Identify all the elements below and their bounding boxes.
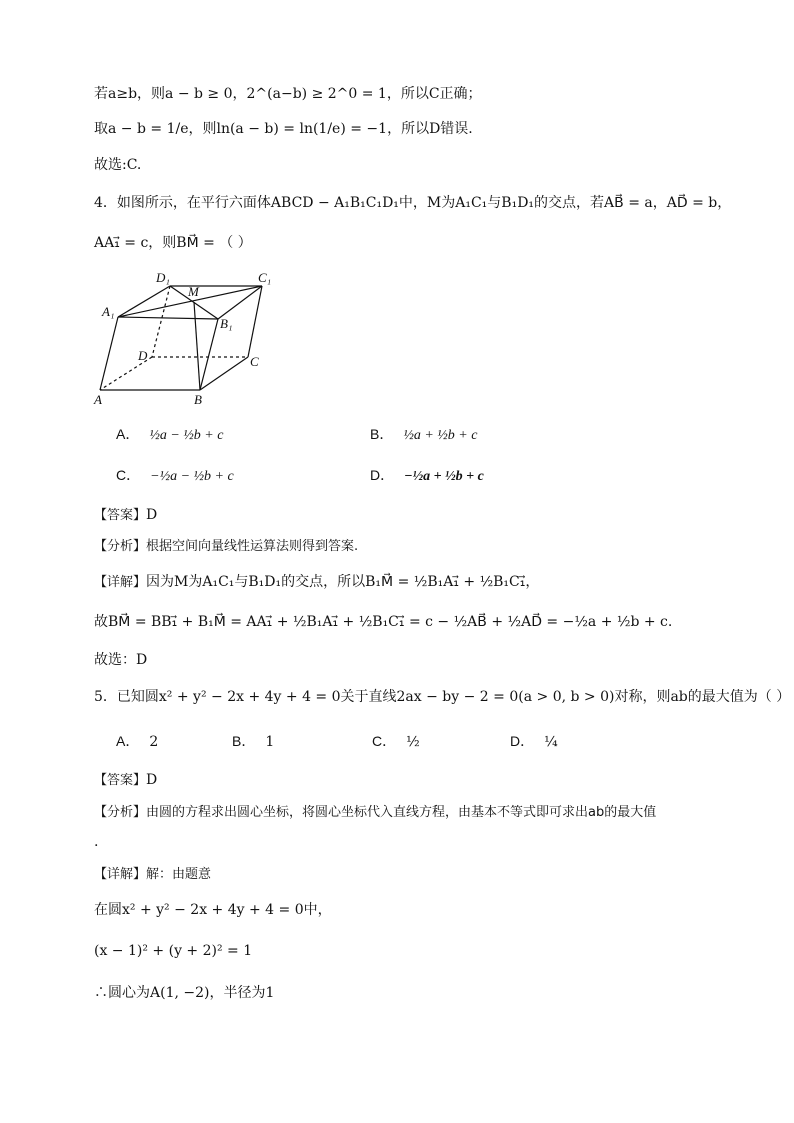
analysis-tag: 【分析】 xyxy=(94,805,147,820)
option-expr: −½a − ½b + c xyxy=(150,469,234,484)
q4-stem-line2: AA₁⃗ = c，则BM⃗ = （ ） xyxy=(94,235,252,251)
q4-answer xyxy=(94,505,157,526)
detail-tag: 【详解】 xyxy=(94,867,147,882)
edge-dd1-hidden xyxy=(152,286,170,357)
label-d1: D₁ xyxy=(156,270,170,285)
prev-choose: 故选:C. xyxy=(94,157,142,173)
segment-bm xyxy=(194,302,200,390)
q4-analysis xyxy=(94,536,358,557)
q5-answer xyxy=(94,770,157,791)
q5-option-c[interactable] xyxy=(372,731,420,752)
label-a: A xyxy=(94,392,102,407)
analysis-tag: 【分析】 xyxy=(94,539,147,554)
label-b: B xyxy=(194,392,202,407)
q4-option-c[interactable] xyxy=(116,465,234,487)
q4-option-b[interactable] xyxy=(370,424,477,446)
option-label: C． xyxy=(116,467,141,483)
option-expr: ¼ xyxy=(544,734,558,750)
option-expr: ½ xyxy=(406,734,420,750)
q5-analysis-end: . xyxy=(94,834,99,850)
option-label: D． xyxy=(370,467,395,483)
edge-a1b1 xyxy=(118,317,218,319)
option-expr: ½a + ½b + c xyxy=(403,428,478,443)
answer-value: D xyxy=(146,507,158,523)
q4-option-d[interactable] xyxy=(370,465,484,487)
q4-stem-line1: 4．如图所示，在平行六面体ABCD − A₁B₁C₁D₁中，M为A₁C₁与B₁D₁的交点，若AB⃗ = a，AD⃗ = b， xyxy=(94,195,732,211)
q5-stem: 5．已知圆x² + y² − 2x + 4y + 4 = 0关于直线2ax − by − 2 = 0(a > 0, b > 0)对称，则ab的最大值为（ ） xyxy=(94,689,791,705)
label-c: C xyxy=(250,354,259,369)
option-label: B． xyxy=(370,426,394,442)
prev-line-d: 取a − b = 1/e，则ln(a − b) = ln(1/e) = −1，所以D错误. xyxy=(94,121,473,137)
option-expr: 2 xyxy=(149,734,159,750)
q4-choose: 故选：D xyxy=(94,652,148,668)
label-c1: C₁ xyxy=(258,270,272,285)
prev-line-c: 若a≥b，则a − b ≥ 0，2^(a−b) ≥ 2^0 = 1，所以C正确； xyxy=(94,86,482,102)
q4-option-a[interactable] xyxy=(116,424,223,446)
label-a1: A₁ xyxy=(102,304,115,319)
q5-step-1: 在圆x² + y² − 2x + 4y + 4 = 0中， xyxy=(94,902,332,918)
option-label: A． xyxy=(116,426,140,442)
option-label: C． xyxy=(372,733,397,749)
label-d: D xyxy=(138,348,148,363)
q5-detail xyxy=(94,864,211,885)
parallelepiped-figure xyxy=(90,262,290,412)
q4-detail-line2: 故BM⃗ = BB₁⃗ + B₁M⃗ = AA₁⃗ + ½B₁A₁⃗ + ½B₁C₁⃗ = c − ½AB⃗ + ½AD⃗ = −½a + ½b + c. xyxy=(94,614,673,630)
option-expr: ½a − ½b + c xyxy=(149,428,224,443)
q5-step-3: ∴圆心为A(1, −2)，半径为1 xyxy=(94,985,275,1001)
edge-a1d1 xyxy=(118,286,170,317)
q5-analysis xyxy=(94,802,656,823)
edge-aa1 xyxy=(100,317,118,390)
answer-tag: 【答案】 xyxy=(94,508,147,523)
answer-value: D xyxy=(146,772,158,788)
analysis-text: 由圆的方程求出圆心坐标，将圆心坐标代入直线方程，由基本不等式即可求出ab的最大值 xyxy=(146,805,657,820)
q4-detail-line1 xyxy=(94,572,539,593)
q5-option-b[interactable] xyxy=(232,731,274,752)
label-b1: B₁ xyxy=(220,316,233,331)
edge-cc1 xyxy=(248,286,262,357)
detail-tag: 【详解】 xyxy=(94,575,147,590)
option-label: D． xyxy=(510,733,535,749)
detail-text: 因为M为A₁C₁与B₁D₁的交点，所以B₁M⃗ = ½B₁A₁⃗ + ½B₁C₁⃗， xyxy=(146,574,540,590)
option-expr: 1 xyxy=(265,734,275,750)
q5-step-2: (x − 1)² + (y + 2)² = 1 xyxy=(94,943,253,959)
option-expr: −½a + ½b + c xyxy=(404,469,484,484)
q5-option-a[interactable] xyxy=(116,731,158,752)
q5-option-d[interactable] xyxy=(510,731,558,752)
label-m: M xyxy=(188,284,199,299)
detail-intro: 解：由题意 xyxy=(146,867,212,882)
option-label: B． xyxy=(232,733,256,749)
option-label: A． xyxy=(116,733,140,749)
analysis-text: 根据空间向量线性运算法则得到答案. xyxy=(146,539,359,554)
answer-tag: 【答案】 xyxy=(94,773,147,788)
